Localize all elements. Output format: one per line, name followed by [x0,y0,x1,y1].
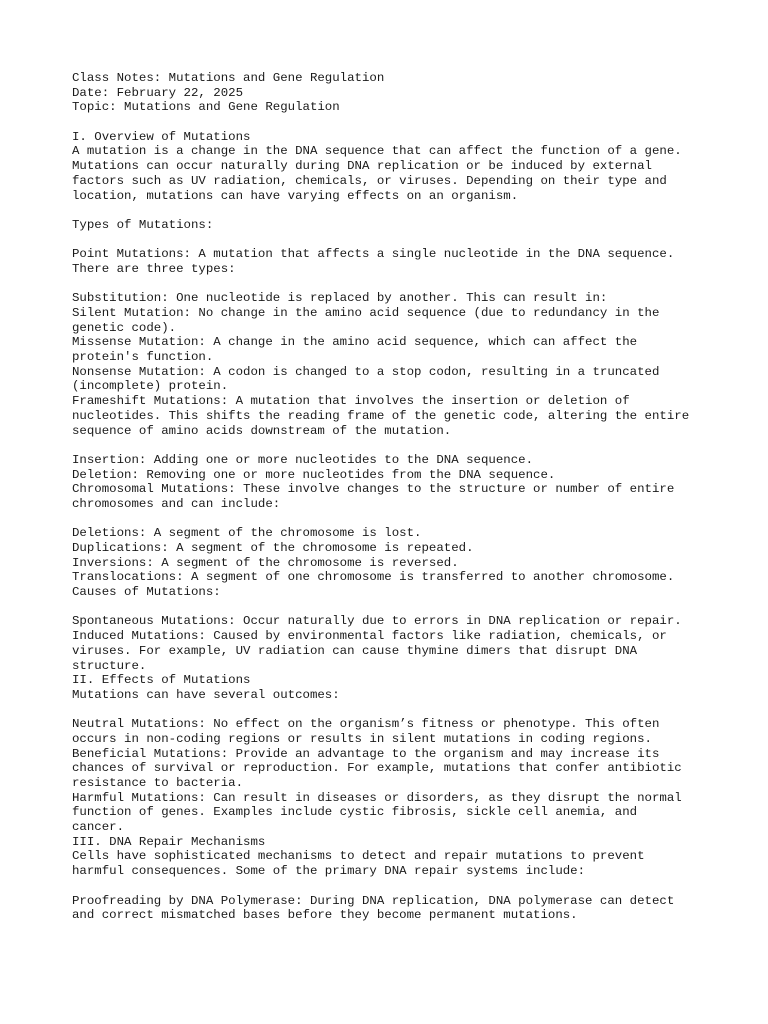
text-line: function of genes. Examples include cystic fibrosis, sickle cell anemia, and [72,805,638,820]
text-line: There are three types: [72,261,236,276]
text-line: Missense Mutation: A change in the amino acid sequence, which can affect the [72,335,638,350]
text-line: protein's function. [72,350,214,365]
blank-line [72,600,712,615]
blank-line [72,438,712,453]
text-line: chances of survival or reproduction. For example, mutations that confer antibiotic [72,761,682,776]
text-line: Nonsense Mutation: A codon is changed to a stop codon, resulting in a truncated [72,364,660,379]
text-line: Point Mutations: A mutation that affects a single nucleotide in the DNA sequence. [72,247,675,262]
text-line: III. DNA Repair Mechanisms [72,834,266,849]
text-line: I. Overview of Mutations [72,129,251,144]
text-line: harmful consequences. Some of the primary DNA repair systems include: [72,864,586,879]
text-line: and correct mismatched bases before they become permanent mutations. [72,908,578,923]
blank-line [72,277,712,292]
document-page [72,71,712,923]
text-line: location, mutations can have varying effects on an organism. [72,188,519,203]
text-line: factors such as UV radiation, chemicals, or viruses. Depending on their type and [72,173,667,188]
text-line: structure. [72,658,147,673]
text-line: Insertion: Adding one or more nucleotides to the DNA sequence. [72,452,534,467]
text-line: Neutral Mutations: No effect on the organism’s fitness or phenotype. This often [72,717,660,732]
blank-line [72,115,712,130]
text-line: sequence of amino acids downstream of the mutation. [72,423,452,438]
text-line: resistance to bacteria. [72,776,244,790]
text-line: Deletion: Removing one or more nucleotides from the DNA sequence. [72,467,556,482]
text-line: Spontaneous Mutations: Occur naturally due to errors in DNA replication or repair. [72,614,682,629]
text-line: Types of Mutations: [72,217,214,232]
text-line: Causes of Mutations: [72,585,221,600]
blank-line [72,703,712,718]
text-line: Proofreading by DNA Polymerase: During DNA replication, DNA polymerase can detect [72,893,675,908]
text-line: nucleotides. This shifts the reading frame of the genetic code, altering the entire [72,408,690,423]
text-line: Cells have sophisticated mechanisms to detect and repair mutations to prevent [72,849,645,864]
text-line: Duplications: A segment of the chromosome is repeated. [72,541,474,555]
text-line: Mutations can occur naturally during DNA replication or be induced by external [72,159,652,174]
text-line: occurs in non-coding regions or results in silent mutations in coding regions. [72,731,652,746]
blank-line [72,203,712,218]
text-line: Induced Mutations: Caused by environmental factors like radiation, chemicals, or [72,629,667,644]
text-line: Harmful Mutations: Can result in diseases or disorders, as they disrupt the normal [72,790,682,805]
text-line: Silent Mutation: No change in the amino acid sequence (due to redundancy in the [72,306,660,320]
text-line: Class Notes: Mutations and Gene Regulation [72,71,385,85]
text-line: Inversions: A segment of the chromosome is reversed. [72,555,459,570]
text-line: Frameshift Mutations: A mutation that involves the insertion or deletion of [72,394,630,409]
text-line: Translocations: A segment of one chromosome is transferred to another chromosome. [72,570,675,585]
text-line: viruses. For example, UV radiation can cause thymine dimers that disrupt DNA [72,643,638,658]
text-line: Date: February 22, 2025 [72,85,244,100]
text-line: chromosomes and can include: [72,496,281,511]
blank-line [72,879,712,894]
text-line: Deletions: A segment of the chromosome is lost. [72,526,422,541]
blank-line [72,233,712,248]
text-line: Substitution: One nucleotide is replaced by another. This can result in: [72,291,608,306]
text-line: genetic code). [72,320,177,335]
text-line: Beneficial Mutations: Provide an advantage to the organism and may increase its [72,746,660,761]
text-line: Mutations can have several outcomes: [72,687,340,702]
text-line: A mutation is a change in the DNA sequence that can affect the function of a gene. [72,144,682,159]
text-line: Chromosomal Mutations: These involve changes to the structure or number of entire [72,482,675,497]
blank-line [72,512,712,527]
text-line: Topic: Mutations and Gene Regulation [72,100,340,115]
text-line: II. Effects of Mutations [72,673,251,688]
text-line: cancer. [72,820,125,835]
text-line: (incomplete) protein. [72,379,229,394]
